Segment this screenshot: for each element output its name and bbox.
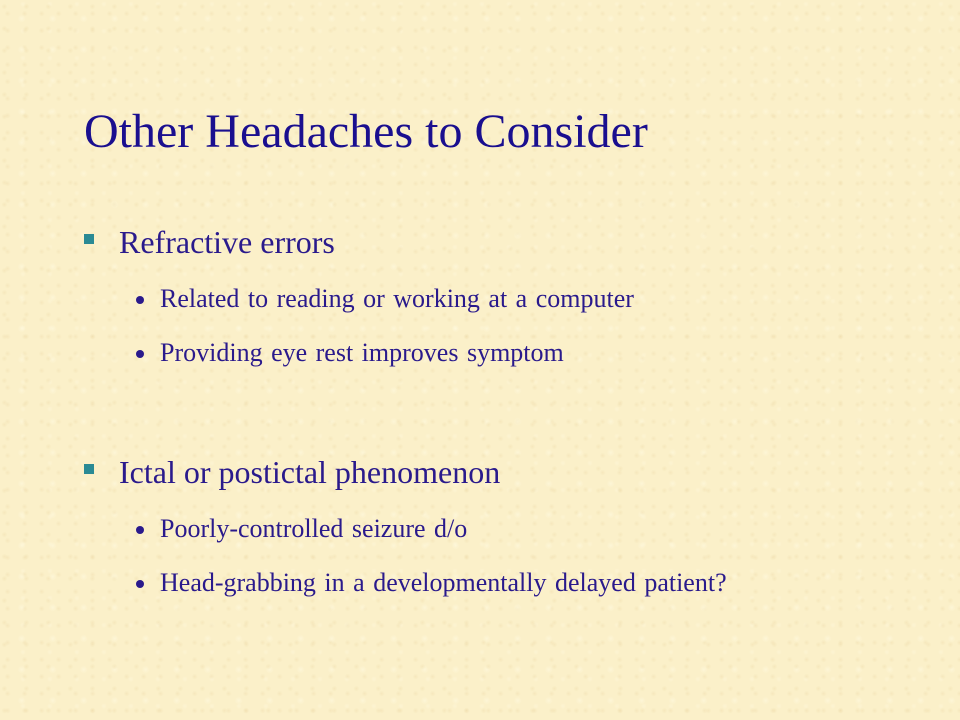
list-item-text: Providing eye rest improves symptom [160, 338, 564, 367]
round-bullet-icon [136, 350, 144, 358]
square-bullet-icon [84, 234, 94, 244]
section-heading-text: Ictal or postictal phenomenon [119, 454, 501, 490]
section-heading-text: Refractive errors [119, 224, 335, 260]
round-bullet-icon [136, 580, 144, 588]
round-bullet-icon [136, 296, 144, 304]
list-item [136, 510, 856, 548]
round-bullet-icon [136, 526, 144, 534]
slide-title: Other Headaches to Consider [84, 105, 648, 158]
list-item [136, 334, 856, 372]
list-item-text: Related to reading or working at a computer [160, 284, 634, 313]
list-item-text: Head-grabbing in a developmentally delayed patient? [160, 568, 727, 597]
list-item-text: Poorly-controlled seizure d/o [160, 514, 468, 543]
list-item [136, 564, 856, 602]
list-item [136, 280, 856, 318]
square-bullet-icon [84, 464, 94, 474]
